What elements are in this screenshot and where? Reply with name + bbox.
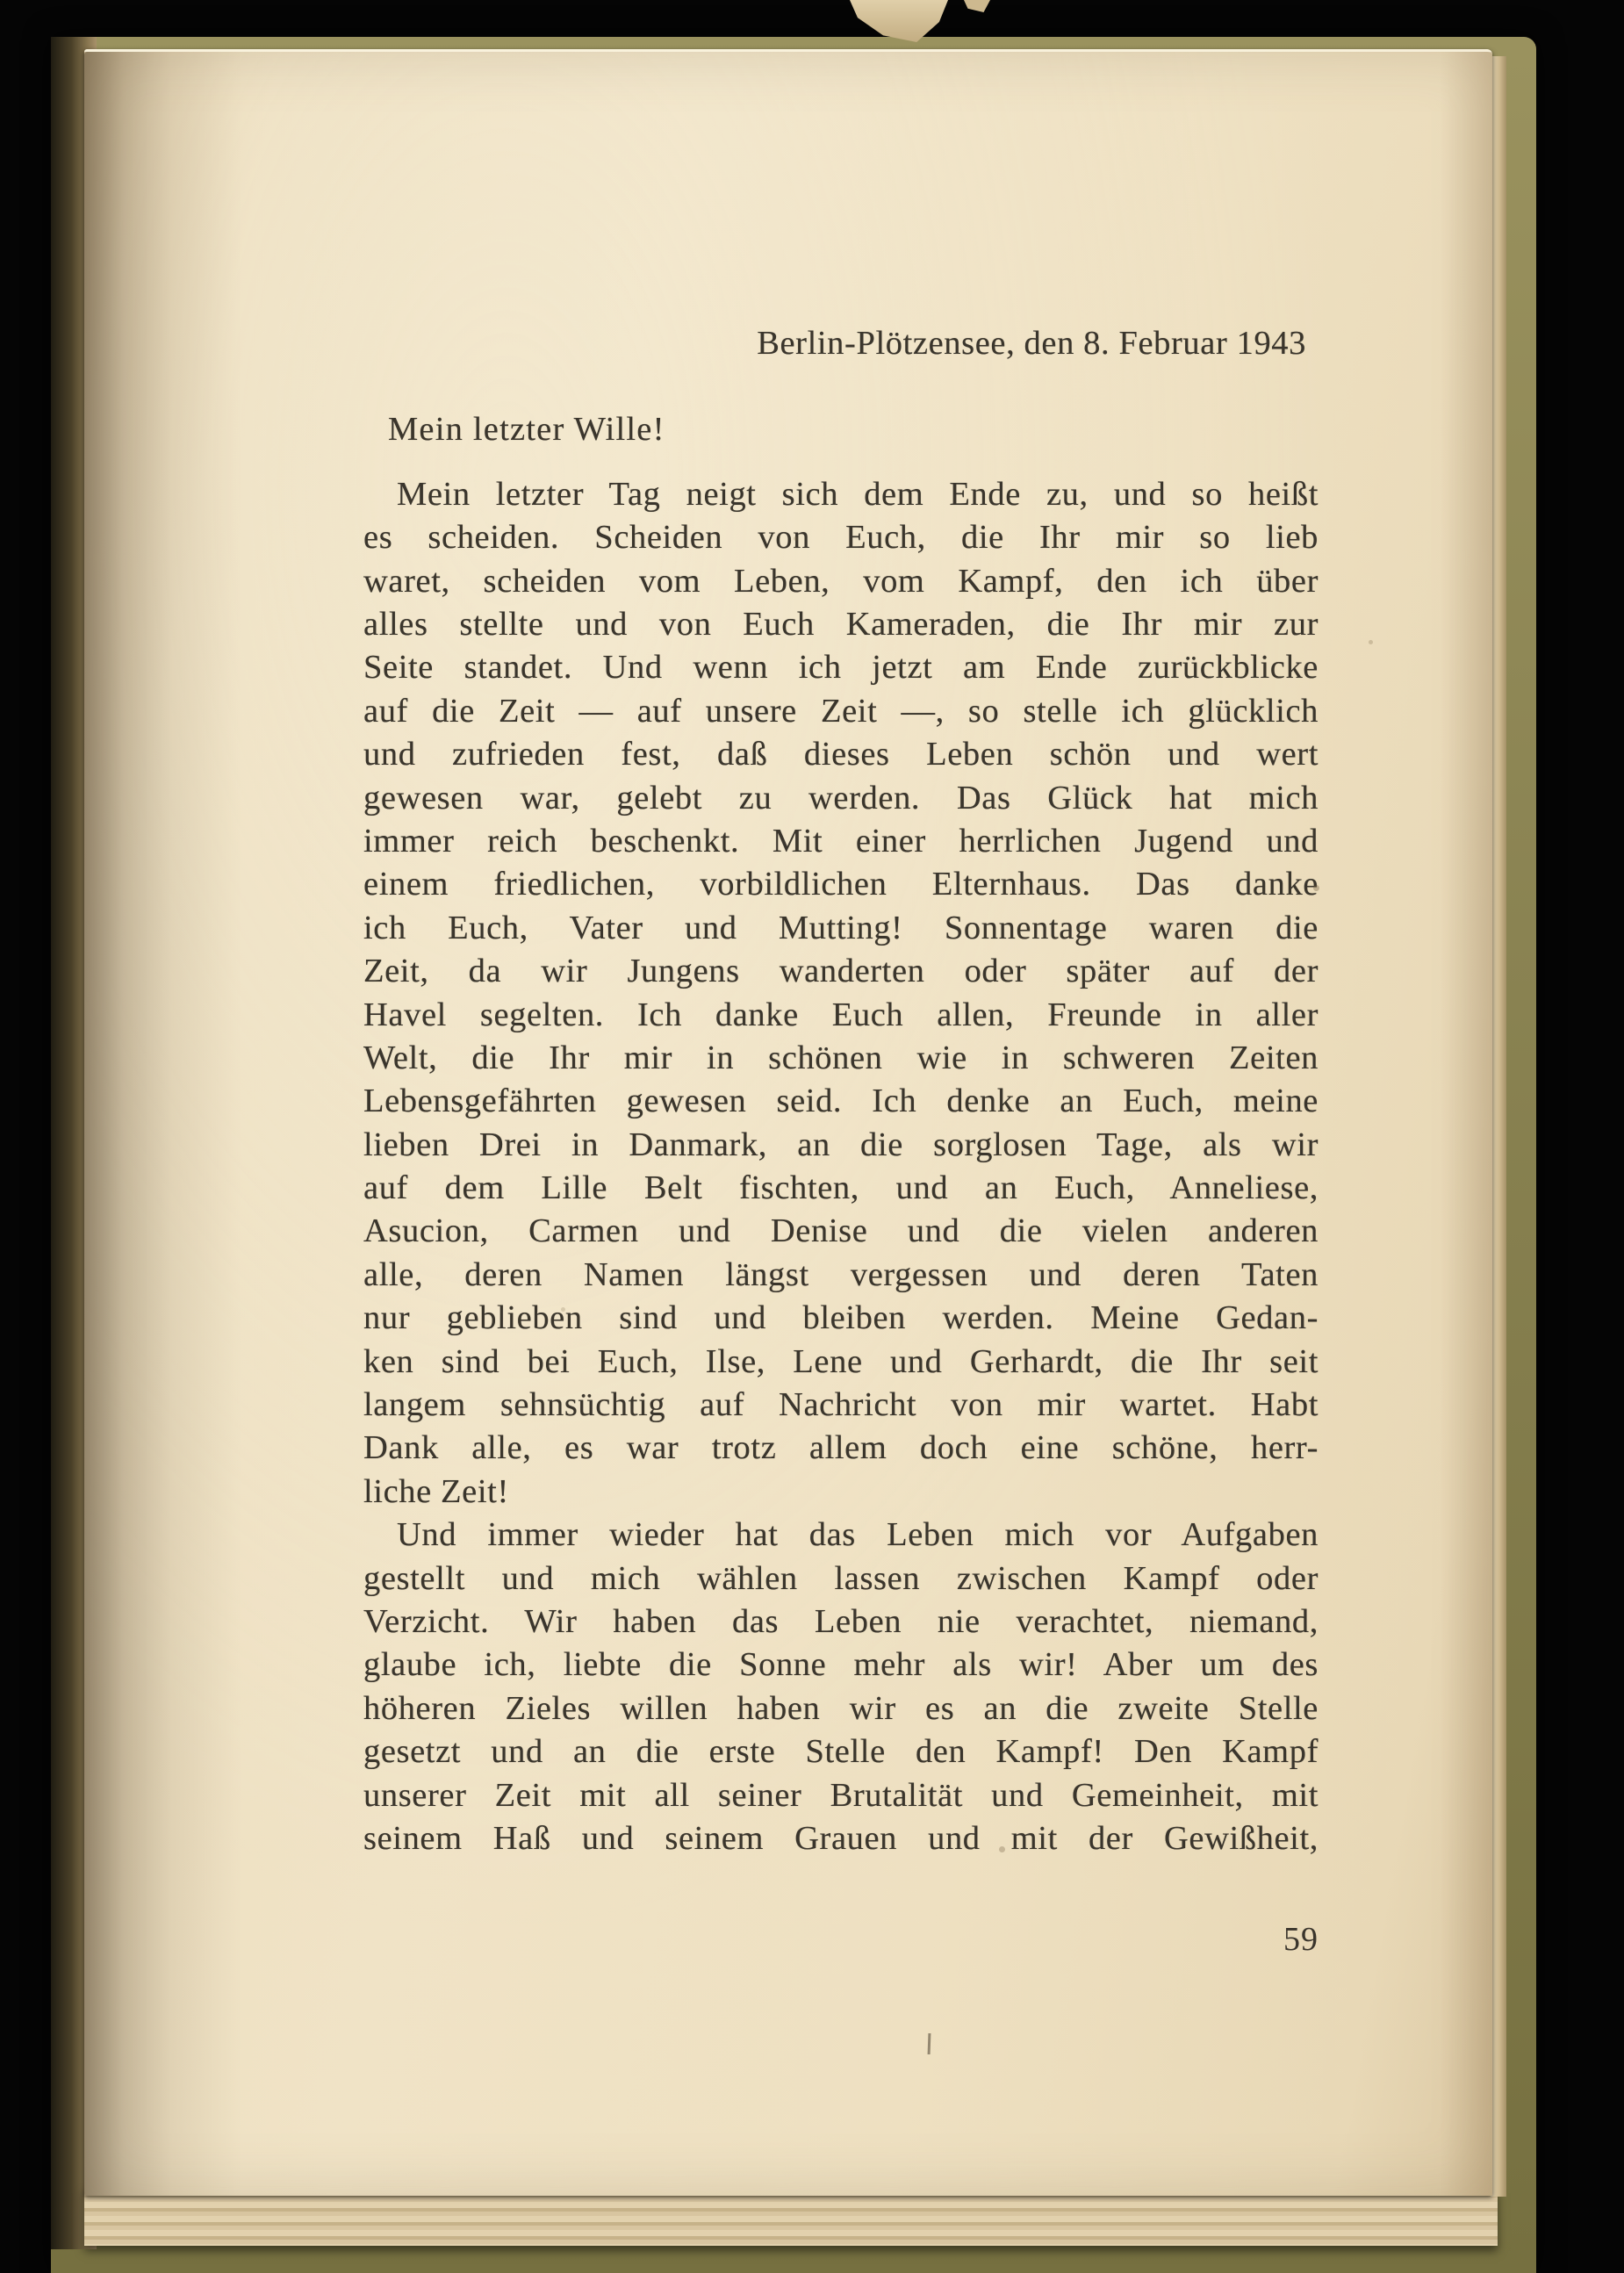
letter-body xyxy=(363,473,1319,1861)
text-line: einem friedlichen, vorbildlichen Elternhaus. Das danke xyxy=(363,866,1319,903)
text-line: Dank alle, es war trotz allem doch eine schöne, herr- xyxy=(363,1429,1319,1467)
text-line: es scheiden. Scheiden von Euch, die Ihr mir so lieb xyxy=(363,519,1319,557)
page-stack-edge-bottom xyxy=(84,2188,1498,2246)
text-line: Zeit, da wir Jungens wanderten oder später auf der xyxy=(363,953,1319,990)
text-line: Verzicht. Wir haben das Leben nie verachtet, niemand, xyxy=(363,1602,1319,1640)
text-line: ich Euch, Vater und Mutting! Sonnentage waren die xyxy=(363,909,1319,946)
text-line: seinem Haß und seinem Grauen und mit der Gewißheit, xyxy=(363,1819,1319,1857)
text-line: Lebensgefährten gewesen seid. Ich denke an Euch, meine xyxy=(363,1083,1319,1120)
page-text xyxy=(363,322,1319,1860)
text-line: auf dem Lille Belt fischten, und an Euch, Anneliese, xyxy=(363,1169,1319,1207)
text-line: Havel segelten. Ich danke Euch allen, Freunde in aller xyxy=(363,996,1319,1033)
book-page xyxy=(84,49,1492,2196)
text-line: langem sehnsüchtig auf Nachricht von mir wartet. Habt xyxy=(363,1386,1319,1424)
text-line: Asucion, Carmen und Denise und die vielen anderen xyxy=(363,1212,1319,1250)
text-line: alles stellte und von Euch Kameraden, die Ihr mir zur xyxy=(363,605,1319,643)
text-line: gestellt und mich wählen lassen zwischen Kampf oder xyxy=(363,1559,1319,1597)
torn-paper-fragment-small xyxy=(964,0,990,12)
text-line: liche Zeit! xyxy=(363,1472,509,1510)
paragraph xyxy=(363,1514,1319,1860)
text-line: gesetzt und an die erste Stelle den Kampf! Den Kampf xyxy=(363,1733,1319,1771)
text-line: Seite standet. Und wenn ich jetzt am Ende zurückblicke xyxy=(363,649,1319,687)
text-line: ken sind bei Euch, Ilse, Lene und Gerhardt, die Ihr seit xyxy=(363,1342,1319,1380)
text-line: Und immer wieder hat das Leben mich vor Aufgaben xyxy=(397,1516,1319,1554)
text-line: lieben Drei in Danmark, an die sorglosen Tage, als wir xyxy=(363,1126,1319,1163)
letter-heading: Mein letzter Wille! xyxy=(388,411,665,449)
text-line: gewesen war, gelebt zu werden. Das Glück hat mich xyxy=(363,779,1319,816)
text-line: Mein letzter Tag neigt sich dem Ende zu, und so heißt xyxy=(397,475,1319,513)
page-number: 59 xyxy=(1283,1921,1319,1958)
text-line: immer reich beschenkt. Mit einer herrlichen Jugend und xyxy=(363,822,1319,860)
text-line: auf die Zeit — auf unsere Zeit —, so stelle ich glücklich xyxy=(363,692,1319,730)
paragraph xyxy=(363,473,1319,1514)
text-line: höheren Zieles willen haben wir es an die zweite Stelle xyxy=(363,1689,1319,1727)
text-line: glaube ich, liebte die Sonne mehr als wir! Aber um des xyxy=(363,1646,1319,1684)
text-line: unserer Zeit mit all seiner Brutalität und Gemeinheit, mit xyxy=(363,1776,1319,1814)
text-line: nur geblieben sind und bleiben werden. Meine Gedan- xyxy=(363,1299,1319,1337)
text-line: und zufrieden fest, daß dieses Leben schön und wert xyxy=(363,736,1319,773)
scan-speck-artifacts xyxy=(0,0,3,3)
text-line: Welt, die Ihr mir in schönen wie in schweren Zeiten xyxy=(363,1039,1319,1076)
text-line: waret, scheiden vom Leben, vom Kampf, den ich über xyxy=(363,562,1319,600)
dateline: Berlin-Plötzensee, den 8. Februar 1943 xyxy=(757,325,1306,362)
page-stack-edge-right xyxy=(1491,56,1506,2197)
torn-paper-fragment xyxy=(850,0,948,42)
text-line: alle, deren Namen längst vergessen und deren Taten xyxy=(363,1255,1319,1293)
